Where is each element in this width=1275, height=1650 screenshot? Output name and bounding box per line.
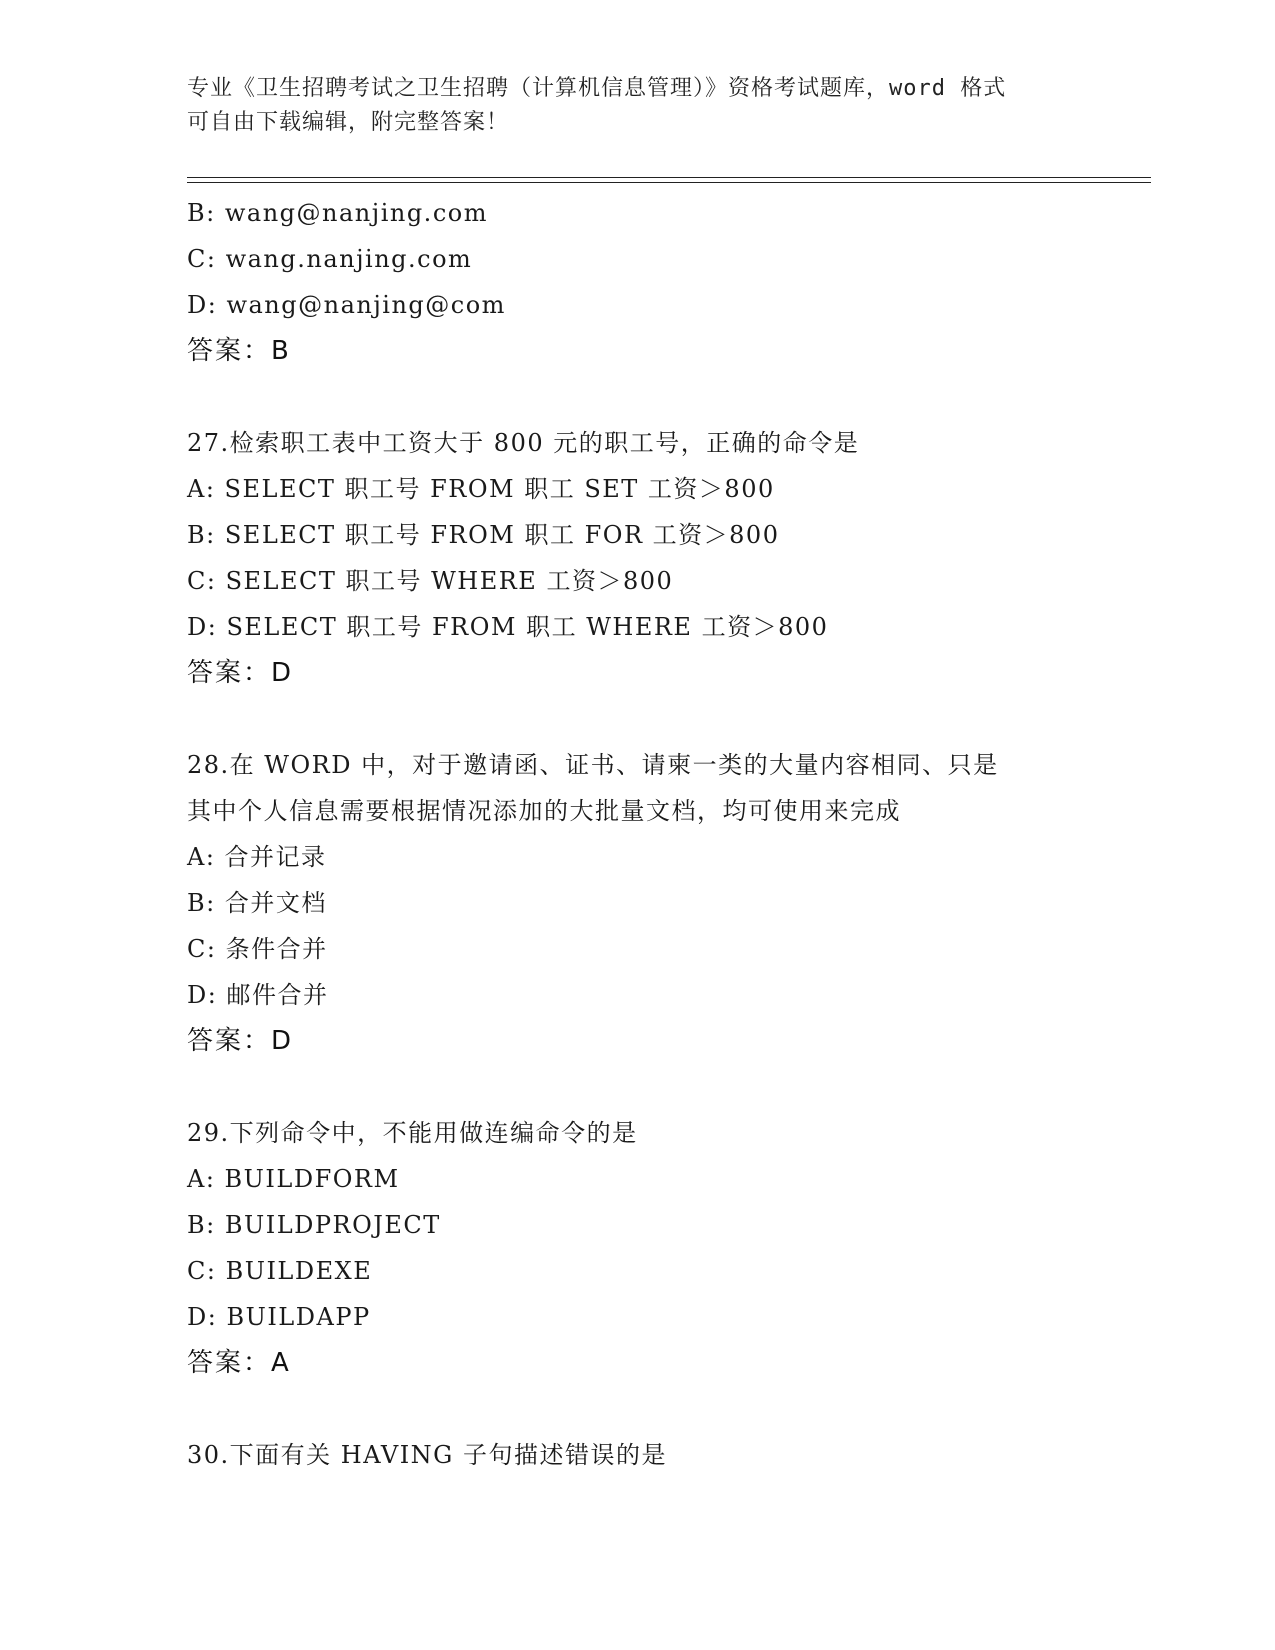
option-c: C: 条件合并 (187, 935, 328, 963)
option-a: A: SELECT 职工号 FROM 职工 SET 工资＞800 (187, 475, 775, 503)
option-c: C: wang.nanjing.com (187, 245, 473, 273)
question-28 (187, 742, 1147, 1064)
question-list (187, 190, 1147, 1478)
option-a: A: 合并记录 (187, 843, 327, 871)
question-spacer (187, 1386, 1147, 1432)
question-stem: 30.下面有关 HAVING 子句描述错误的是 (187, 1441, 667, 1469)
question-26 (187, 190, 1147, 374)
option-c: C: BUILDEXE (187, 1257, 373, 1285)
question-stem: 29.下列命令中，不能用做连编命令的是 (187, 1119, 638, 1147)
question-stem-line-1: 28.在 WORD 中，对于邀请函、证书、请柬一类的大量内容相同、只是 (187, 751, 999, 779)
question-spacer (187, 696, 1147, 742)
answer: 答案：B (187, 336, 291, 366)
header-divider-bottom (187, 182, 1151, 183)
answer: 答案：D (187, 658, 294, 688)
page-header (187, 72, 1087, 140)
question-stem-line-2: 其中个人信息需要根据情况添加的大批量文档，均可使用来完成 (187, 797, 901, 825)
option-d: D: 邮件合并 (187, 981, 329, 1009)
question-27 (187, 420, 1147, 696)
header-divider-top (187, 177, 1151, 178)
question-stem: 27.检索职工表中工资大于 800 元的职工号，正确的命令是 (187, 429, 860, 457)
option-b: B: SELECT 职工号 FROM 职工 FOR 工资＞800 (187, 521, 780, 549)
option-b: B: wang@nanjing.com (187, 199, 488, 227)
question-30 (187, 1432, 1147, 1478)
answer: 答案：A (187, 1348, 291, 1378)
option-c: C: SELECT 职工号 WHERE 工资＞800 (187, 567, 674, 595)
option-b: B: BUILDPROJECT (187, 1211, 441, 1239)
option-a: A: BUILDFORM (187, 1165, 400, 1193)
option-d: D: SELECT 职工号 FROM 职工 WHERE 工资＞800 (187, 613, 829, 641)
header-line-1: 专业《卫生招聘考试之卫生招聘（计算机信息管理）》资格考试题库，word 格式 (187, 76, 1007, 101)
header-line-2: 可自由下载编辑，附完整答案！ (187, 110, 510, 135)
question-spacer (187, 374, 1147, 420)
option-d: D: wang@nanjing@com (187, 291, 506, 319)
option-b: B: 合并文档 (187, 889, 327, 917)
option-d: D: BUILDAPP (187, 1303, 371, 1331)
question-29 (187, 1110, 1147, 1386)
question-spacer (187, 1064, 1147, 1110)
answer: 答案：D (187, 1026, 294, 1056)
